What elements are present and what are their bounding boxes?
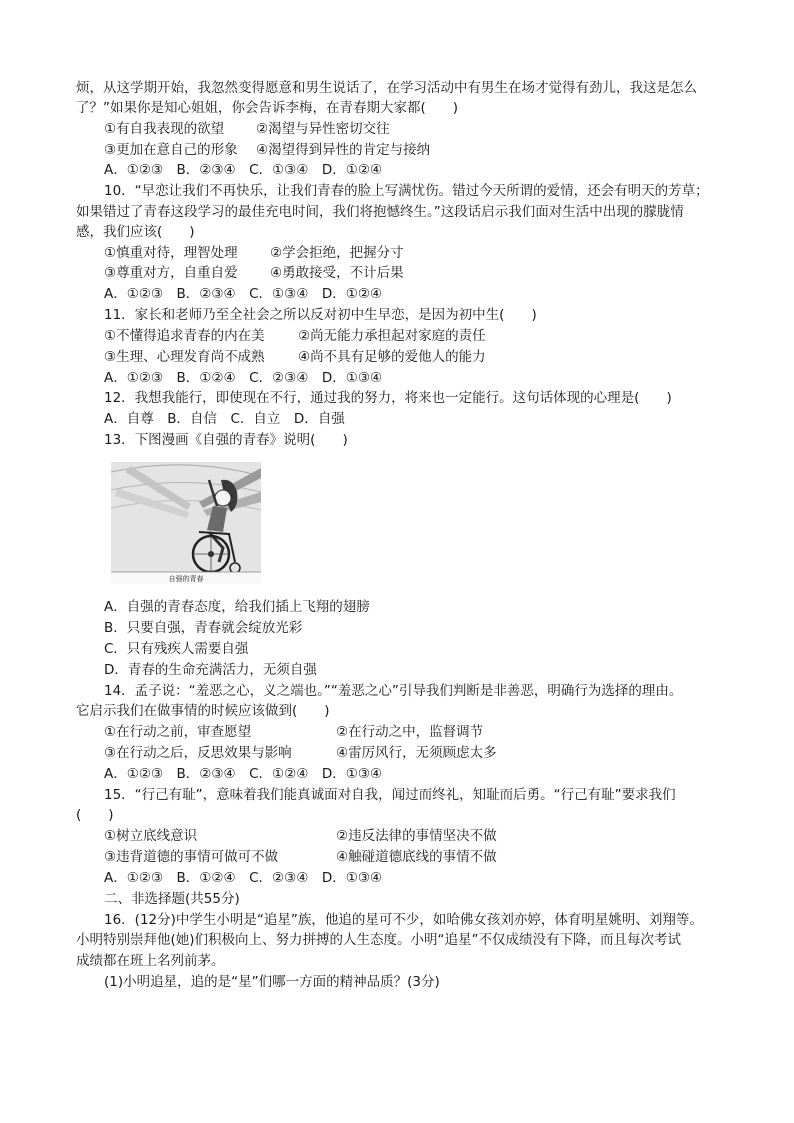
q14-option-1: ①在行动之前，审查愿望 [104,724,252,740]
q9-option-2: ②渴望与异性密切交往 [256,121,390,137]
q15-stem-line2: ( ) [76,807,114,823]
q10-stem-line3: 感，我们应该( ) [76,224,195,240]
q16-stem-line1: 16．(12分)中学生小明是“追星”族，他追的星可不少，如哈佛女孩刘亦婷，体育明星姚明、刘翔等。 [104,912,703,928]
q14-option-3: ③在行动之后，反思效果与影响 [104,745,292,761]
q9-option-4: ④渴望得到异性的肯定与接纳 [256,142,431,158]
q15-option-3: ③违背道德的事情可做可不做 [104,849,279,865]
q14-answer-choices: A．①②③ B．②③④ C．①②④ D．①③④ [104,766,383,782]
q13-option-c: C．只有残疾人需要自强 [104,641,249,657]
q11-option-3: ③生理、心理发育尚不成熟 [104,349,265,365]
q11-answer-choices: A．①②③ B．①②④ C．②③④ D．①③④ [104,370,383,386]
q13-option-a: A．自强的青春态度，给我们插上飞翔的翅膀 [104,599,370,615]
q11-option-2: ②尚无能力承担起对家庭的责任 [298,328,486,344]
cartoon-caption: 自强的青春 [168,575,204,583]
q13-option-d: D．青春的生命充满活力，无须自强 [104,662,317,678]
q12-answer-choices: A．自尊 B．自信 C．自立 D．自强 [104,411,345,427]
q14-option-2: ②在行动之中，监督调节 [336,724,484,740]
q15-option-4: ④触碰道德底线的事情不做 [336,849,497,865]
q11-stem: 11．家长和老师乃至全社会之所以反对初中生早恋，是因为初中生( ) [104,307,537,323]
q9-option-3: ③更加在意自己的形象 [104,142,238,158]
q16-stem-line3: 成绩都在班上名列前茅。 [76,953,225,969]
section-heading: 二、非选择题(共55分) [104,891,240,907]
q10-stem-line2: 如果错过了青春这段学习的最佳充电时间，我们将抱憾终生。”这段话启示我们面对生活中出现的朦胧情 [76,204,684,220]
q10-stem-line1: 10．“早恋让我们不再快乐，让我们青春的脸上写满忧伤。错过今天所谓的爱情，还会有明天的芳草； [104,183,709,199]
q13-stem: 13．下图漫画《自强的青春》说明( ) [104,432,348,448]
q16-stem-line2: 小明特别崇拜他(她)们积极向上、努力拼搏的人生态度。小明“追星”不仅成绩没有下降，而且每次考试 [76,932,682,948]
q15-answer-choices: A．①②③ B．①②④ C．②③④ D．①③④ [104,870,383,886]
q9-option-1: ①有自我表现的欲望 [104,121,225,137]
cartoon-image [111,462,261,584]
q9-stem-line1: 烦，从这学期开始，我忽然变得愿意和男生说话了，在学习活动中有男生在场才觉得有劲儿，我这是怎么 [76,80,697,96]
q14-stem-line1: 14．孟子说：“羞恶之心，义之端也。”“羞恶之心”引导我们判断是非善恶，明确行为选择的理由。 [104,683,683,699]
q13-option-b: B．只要自强，青春就会绽放光彩 [104,620,303,636]
q10-option-3: ③尊重对方，自重自爱 [104,265,238,281]
q15-option-2: ②违反法律的事情坚决不做 [336,828,497,844]
q12-stem: 12．我想我能行，即使现在不行，通过我的努力，将来也一定能行。这句话体现的心理是( ) [104,390,672,406]
q14-option-4: ④雷厉风行，无须顾虑太多 [336,745,497,761]
q15-option-1: ①树立底线意识 [104,828,198,844]
q11-option-1: ①不懂得追求青春的内在美 [104,328,265,344]
q10-answer-choices: A．①②③ B．②③④ C．①③④ D．①②④ [104,286,383,302]
q16-subquestion-1: (1)小明追星，追的是“星”们哪一方面的精神品质？(3分) [104,974,440,990]
q15-stem-line1: 15．“行己有耻”，意味着我们能真诚面对自我，闻过而终礼，知耻而后勇。“行己有耻”要求我们 [104,787,676,803]
q10-option-1: ①慎重对待，理智处理 [104,245,238,261]
q11-option-4: ④尚不具有足够的爱他人的能力 [298,349,486,365]
q10-option-2: ②学会拒绝，把握分寸 [270,245,404,261]
q9-stem-line2: 了？”如果你是知心姐姐，你会告诉李梅，在青春期大家都( ) [76,100,459,116]
q14-stem-line2: 它启示我们在做事情的时候应该做到( ) [76,703,330,719]
q9-answer-choices: A．①②③ B．②③④ C．①③④ D．①②④ [104,162,383,178]
q10-option-4: ④勇敢接受，不计后果 [270,265,404,281]
